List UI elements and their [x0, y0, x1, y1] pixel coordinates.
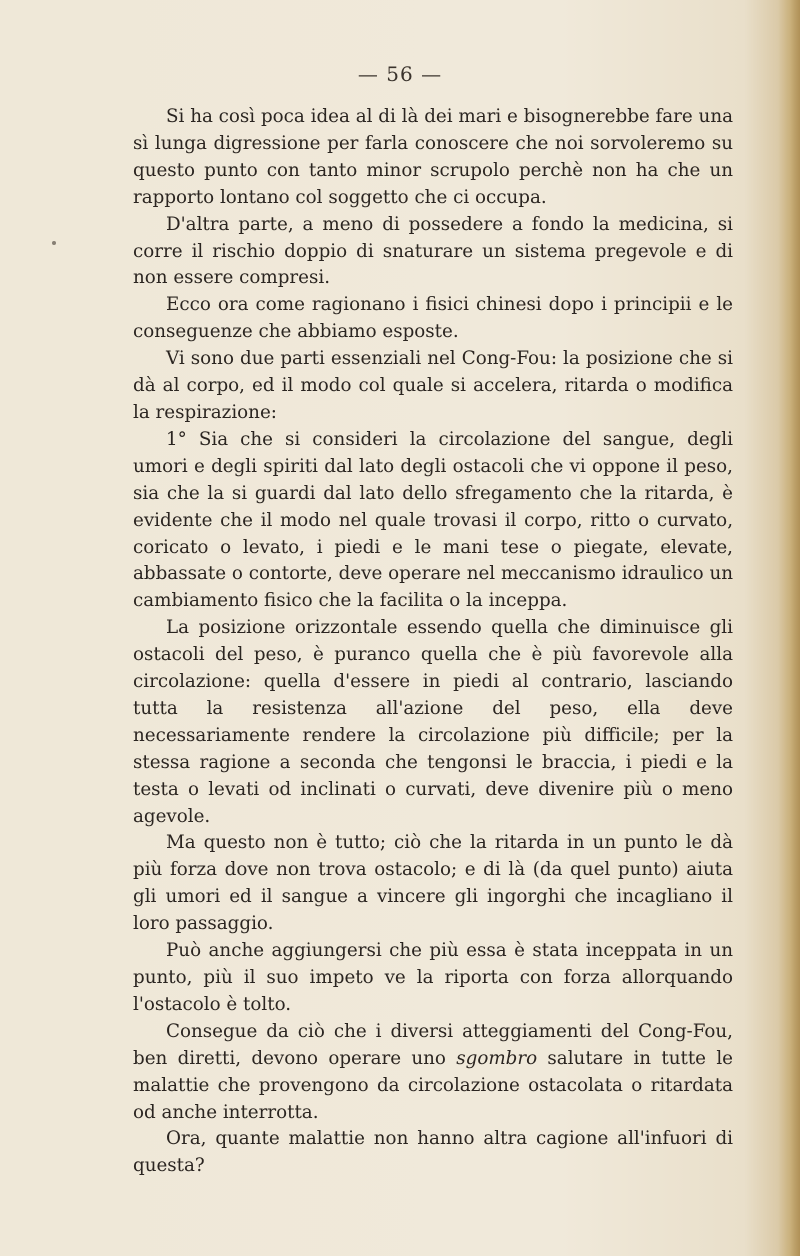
page-text [133, 104, 733, 1180]
italic-term: sgombro [456, 1047, 538, 1069]
paragraph-9-end: salutare in tutte le malattie che provengono da circolazione ostacolata o ritardata od anche interrotta. [133, 1047, 733, 1123]
paragraph-3: Ecco ora come ragionano i fisici chinesi dopo i principii e le conseguenze che abbiamo esposte. [133, 294, 733, 343]
paragraph-10: Ora, quante malattie non hanno altra cagione all'infuori di questa? [133, 1128, 733, 1177]
paragraph-7: Ma questo non è tutto; ciò che la ritarda in un punto le dà più forza dove non trova ostacolo; e di là (da quel punto) aiuta gli umori ed il sangue a vincere gli ingorghi che incagliano il loro passaggio. [133, 832, 733, 935]
paragraph-5: 1° Sia che si consideri la circolazione del sangue, degli umori e degli spiriti dal lato degli ostacoli che vi oppone il peso, sia che la si guardi dal lato dello sfregamento che la ritarda, è evidente che il modo nel quale trovasi il corpo, ritto o curvato, coricato o levato, i piedi e le mani tese o piegate, elevate, abbassate o contorte, deve operare nel meccanismo idraulico un cambiamento fisico che la facilita o la inceppa. [133, 428, 733, 612]
paragraph-1: Si ha così poca idea al di là dei mari e bisognerebbe fare una sì lunga digressione per farla conoscere che noi sorvoleremo su questo punto con tanto minor scrupolo perchè non ha che un rapporto lontano col soggetto che ci occupa. [133, 106, 733, 208]
paragraph-4: Vi sono due parti essenziali nel Cong-Fou: la posizione che si dà al corpo, ed il modo col quale si accelera, ritarda o modifica la respirazione: [133, 348, 733, 423]
paragraph-8: Può anche aggiungersi che più essa è stata inceppata in un punto, più il suo impeto ve la riporta con forza allorquando l'ostacolo è tolto. [133, 940, 733, 1015]
paragraph-6: La posizione orizzontale essendo quella che diminuisce gli ostacoli del peso, è puranco quella che è più favorevole alla circolazione: quella d'essere in piedi al contrario, lasciando tutta la resistenza all'azione del peso, ella deve necessariamente rendere la circolazione più difficile; per la stessa ragione a seconda che tengonsi le braccia, i piedi e la testa o levati od inclinati o curvati, deve divenire più o meno agevole. [133, 617, 733, 827]
paragraph-9-start: Consegue da ciò che i diversi atteggiamenti del Cong-Fou, ben diretti, devono operare uno [133, 1020, 733, 1069]
ink-speck [52, 241, 56, 245]
page-edge-shadow [778, 0, 800, 1256]
paragraph-9 [133, 1019, 733, 1127]
paragraph-2: D'altra parte, a meno di possedere a fondo la medicina, si corre il rischio doppio di snaturare un sistema pregevole e di non essere compresi. [133, 213, 733, 289]
page-number: — 56 — [357, 62, 443, 86]
